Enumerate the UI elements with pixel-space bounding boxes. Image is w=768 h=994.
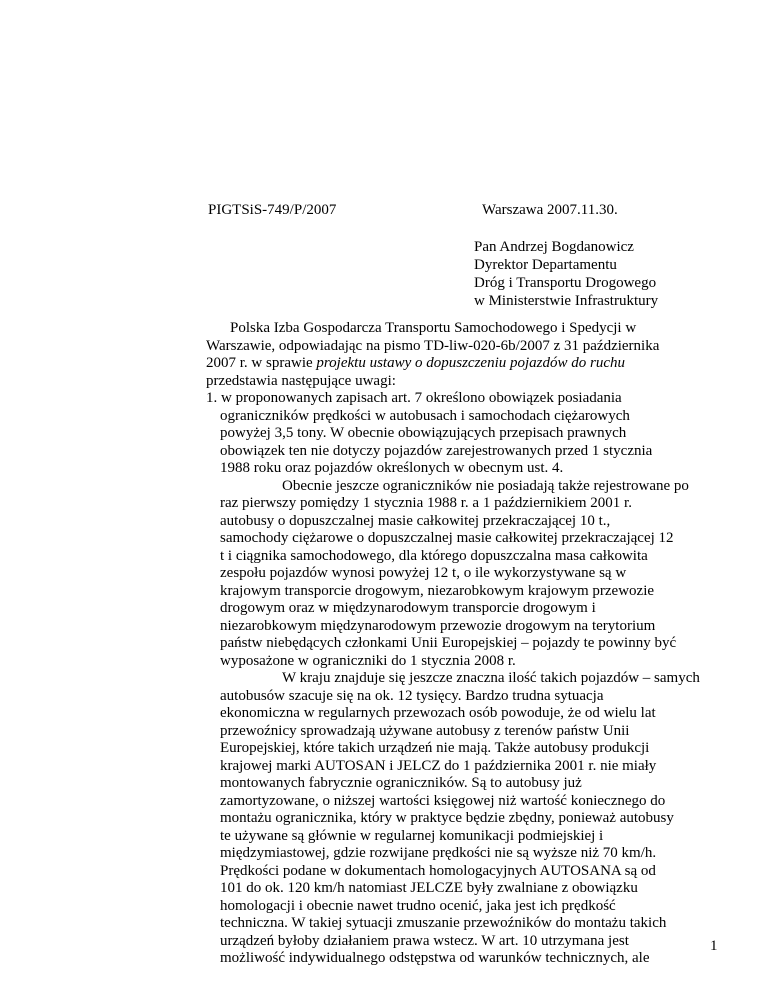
paragraph-3-line: montowanych fabrycznie ograniczników. Są to autobusy już bbox=[220, 775, 582, 791]
reference-number: PIGTSiS-749/P/2007 bbox=[208, 202, 337, 218]
paragraph-2-line: autobusy o dopuszczalnej masie całkowitej przekraczającej 10 t., bbox=[220, 512, 611, 529]
paragraph-2-line: wyposażone w ograniczniki do 1 stycznia 2008 r. bbox=[220, 652, 516, 669]
recipient-line: Pan Andrzej Bogdanowicz bbox=[474, 239, 634, 255]
intro-line: przedstawia następujące uwagi: bbox=[206, 372, 396, 389]
recipient-block bbox=[474, 238, 658, 310]
letter-body bbox=[206, 320, 726, 968]
paragraph-3-line: urządzeń byłoby działaniem prawa wstecz. W art. 10 utrzymana jest bbox=[220, 932, 629, 949]
paragraph-3-line: zamortyzowane, o niższej wartości księgowej niż wartość koniecznego do bbox=[220, 792, 666, 809]
paragraph-3-line: możliwość indywidualnego odstępstwa od warunków technicznych, ale bbox=[220, 950, 650, 966]
point-1-line: ograniczników prędkości w autobusach i samochodach ciężarowych bbox=[220, 407, 630, 424]
paragraph-3-line: ekonomiczna w regularnych przewozach osób powoduje, że od wielu lat bbox=[220, 705, 656, 721]
paragraph-3-line: te używane są głównie w regularnej komunikacji podmiejskiej i bbox=[220, 827, 604, 844]
paragraph-3-line: międzymiastowej, gdzie rozwijane prędkości nie są wyższe niż 70 km/h. bbox=[220, 845, 657, 861]
paragraph-2-line: drogowym oraz w międzynarodowym transporcie drogowym i bbox=[220, 600, 596, 616]
paragraph-3-line: Europejskiej, które takich urządzeń nie mają. Także autobusy produkcji bbox=[220, 740, 650, 756]
law-title: projektu ustawy o dopuszczeniu pojazdów do ruchu bbox=[316, 355, 626, 371]
paragraph-3-line: Prędkości podane w dokumentach homologacyjnych AUTOSANA są od bbox=[220, 862, 656, 879]
paragraph-2-line: t i ciągnika samochodowego, dla którego dopuszczalna masa całkowita bbox=[220, 547, 648, 564]
paragraph-3-line: krajowej marki AUTOSAN i JELCZ do 1 października 2001 r. nie miały bbox=[220, 757, 657, 774]
paragraph-3-line: techniczna. W takiej sytuacji zmuszanie przewoźników do montażu takich bbox=[220, 915, 667, 931]
page-number: 1 bbox=[710, 938, 718, 954]
paragraph-2-line: Obecnie jeszcze ograniczników nie posiadają także rejestrowane po bbox=[282, 477, 689, 494]
intro-line: Warszawie, odpowiadając na pismo TD-liw-020-6b/2007 z 31 października bbox=[206, 337, 660, 354]
recipient-line: Dróg i Transportu Drogowego bbox=[474, 275, 657, 291]
paragraph-3-line: homologacji i obecnie nawet trudno ocenić, jaka jest ich prędkość bbox=[220, 897, 616, 914]
paragraph-3-line: 101 do ok. 120 km/h natomiast JELCZE były zwalniane z obowiązku bbox=[220, 880, 638, 896]
recipient-line: Dyrektor Departamentu bbox=[474, 257, 617, 273]
place-date: Warszawa 2007.11.30. bbox=[482, 202, 618, 218]
intro-line: Polska Izba Gospodarcza Transportu Samochodowego i Spedycji w bbox=[230, 320, 637, 336]
point-1-line: powyżej 3,5 tony. W obecnie obowiązujących przepisach prawnych bbox=[220, 425, 627, 441]
point-1-line: obowiązek ten nie dotyczy pojazdów zarejestrowanych przed 1 stycznia bbox=[220, 442, 653, 459]
paragraph-2-line: samochody ciężarowe o dopuszczalnej masie całkowitej przekraczającej 12 bbox=[220, 530, 674, 546]
paragraph-3-line: W kraju znajduje się jeszcze znaczna ilość takich pojazdów – samych bbox=[282, 670, 700, 686]
point-1-line: 1. w proponowanych zapisach art. 7 określono obowiązek posiadania bbox=[206, 390, 622, 406]
paragraph-2-line: raz pierwszy pomiędzy 1 stycznia 1988 r. a 1 październikiem 2001 r. bbox=[220, 495, 632, 511]
paragraph-3-line: przewoźnicy sprowadzają używane autobusy z terenów państw Unii bbox=[220, 722, 630, 739]
paragraph-2-line: niezarobkowym międzynarodowym przewozie drogowym na terytorium bbox=[220, 617, 656, 634]
intro-line: 2007 r. w sprawie projektu ustawy o dopuszczeniu pojazdów do ruchu bbox=[206, 355, 626, 371]
paragraph-2-line: krajowym transporcie drogowym, niezarobkowym krajowym przewozie bbox=[220, 582, 655, 599]
point-1-line: 1988 roku oraz pojazdów określonych w obecnym ust. 4. bbox=[220, 460, 564, 476]
recipient-line: w Ministerstwie Infrastruktury bbox=[474, 293, 659, 309]
paragraph-2-line: państw niebędących członkami Unii Europejskiej – pojazdy te powinny być bbox=[220, 635, 677, 651]
paragraph-2-line: zespołu pojazdów wynosi powyżej 12 t, o ile wykorzystywane są w bbox=[220, 565, 627, 581]
paragraph-3-line: autobusów szacuje się na ok. 12 tysięcy. Bardzo trudna sytuacja bbox=[220, 687, 604, 704]
paragraph-3-line: montażu ogranicznika, który w praktyce będzie zbędny, ponieważ autobusy bbox=[220, 810, 674, 826]
